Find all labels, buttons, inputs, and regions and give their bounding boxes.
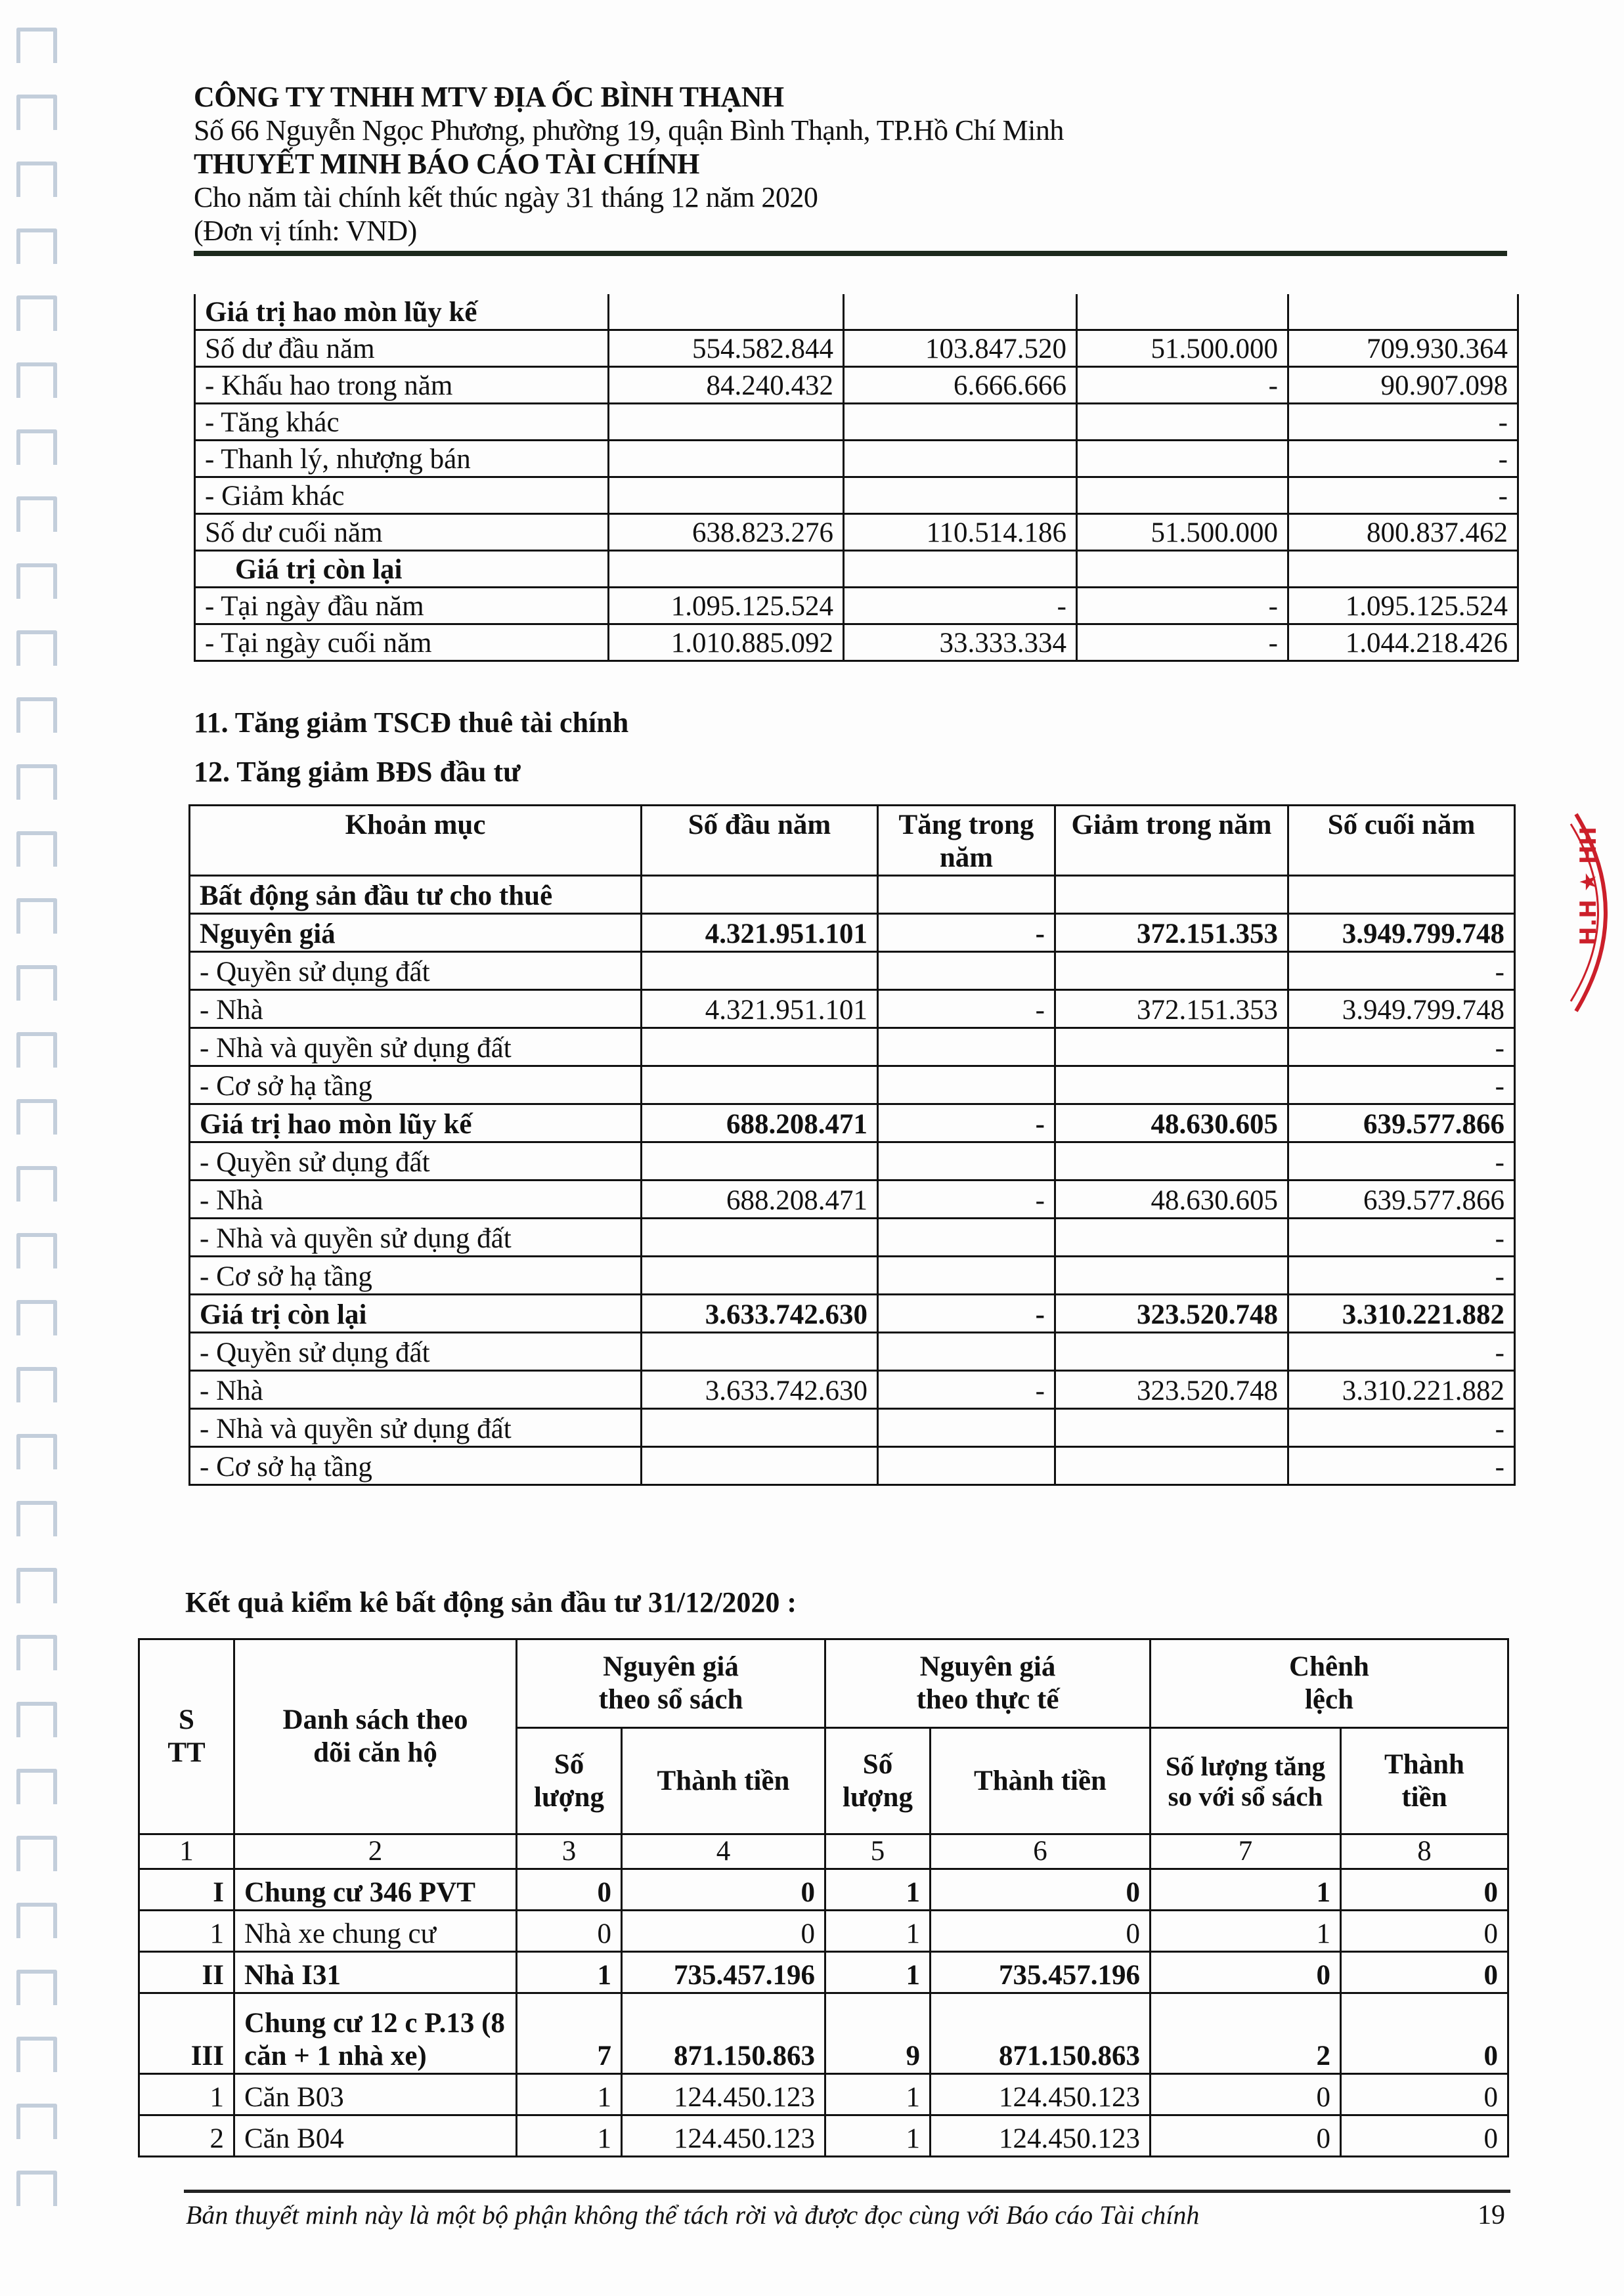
value-cell [642,1333,878,1371]
value-cell [642,1028,878,1066]
table-row [195,367,1518,404]
table-row [190,1142,1515,1180]
value-cell: 51.500.000 [1077,514,1288,551]
header-amount-diff: Thành tiền [1341,1728,1508,1834]
table-row [195,514,1518,551]
company-address: Số 66 Nguyễn Ngọc Phương, phường 19, quận Bình Thạnh, TP.Hồ Chí Minh [194,114,1064,146]
binder-hole-icon [16,1769,57,1804]
column-number: 5 [825,1834,931,1869]
value-cell: 110.514.186 [844,514,1077,551]
value-cell: 800.837.462 [1288,514,1518,551]
header-decrease: Giảm trong năm [1055,806,1288,876]
row-label: - Nhà và quyền sử dụng đất [190,1028,642,1066]
value-cell: 554.582.844 [609,330,844,367]
table-row [195,330,1518,367]
value-cell [878,1028,1055,1066]
value-cell [1055,952,1288,990]
column-number: 1 [139,1834,234,1869]
value-cell: - [1288,952,1515,990]
binder-hole-icon [16,162,57,197]
table-row [190,876,1515,914]
row-stt: 1 [139,2074,234,2115]
value-cell: - [1077,624,1288,661]
header-actual-value: Nguyên giá theo thực tế [825,1639,1151,1728]
value-cell: 51.500.000 [1077,330,1288,367]
row-label: Giá trị còn lại [195,551,609,588]
table-row [190,1295,1515,1333]
value-cell [1288,551,1518,588]
value-cell: 871.150.863 [931,1993,1151,2074]
binder-hole-icon [16,965,57,1001]
value-cell [878,1333,1055,1371]
value-cell: - [1288,1066,1515,1104]
value-cell [1055,876,1288,914]
row-label: Giá trị còn lại [190,1295,642,1333]
row-label: - Tại ngày đầu năm [195,588,609,624]
binder-hole-icon [16,1166,57,1202]
header-book-value: Nguyên giá theo sổ sách [517,1639,825,1728]
header-opening: Số đầu năm [642,806,878,876]
row-label: - Nhà và quyền sử dụng đất [190,1409,642,1447]
value-cell: 0 [1151,1952,1341,1993]
binder-hole-icon [16,2104,57,2139]
binder-hole-icon [16,563,57,599]
value-cell: 0 [517,1911,622,1952]
table-row [195,294,1518,330]
row-label: - Quyền sử dụng đất [190,1142,642,1180]
value-cell [1055,1066,1288,1104]
column-number: 3 [517,1834,622,1869]
value-cell: - [1077,588,1288,624]
table-row [139,1993,1508,2074]
value-cell: 90.907.098 [1288,367,1518,404]
value-cell [642,1447,878,1485]
section-12-heading: 12. Tăng giảm BĐS đầu tư [194,756,521,788]
binder-hole-icon [16,228,57,264]
value-cell [844,441,1077,477]
value-cell: 3.633.742.630 [642,1295,878,1333]
header-qty-diff: Số lượng tăng so với sổ sách [1151,1728,1341,1834]
value-cell [1055,1257,1288,1295]
row-name: Nhà I31 [234,1952,517,1993]
column-number: 7 [1151,1834,1341,1869]
value-cell [609,477,844,514]
row-label: Nguyên giá [190,914,642,952]
value-cell: 6.666.666 [844,367,1077,404]
table-row [190,1447,1515,1485]
row-name: Căn B04 [234,2115,517,2157]
row-label: - Nhà [190,990,642,1028]
row-label: - Giảm khác [195,477,609,514]
table-row [190,1028,1515,1066]
table-row [195,551,1518,588]
value-cell [1288,876,1515,914]
header-stt: S TT [139,1639,234,1834]
value-cell: - [1288,404,1518,441]
row-stt: 2 [139,2115,234,2157]
value-cell [1055,1219,1288,1257]
row-label: - Khấu hao trong năm [195,367,609,404]
value-cell: - [878,1104,1055,1142]
svg-text:H.H ★ HH: H.H ★ HH [1575,827,1602,945]
value-cell: - [878,990,1055,1028]
table-row [139,1869,1508,1911]
value-cell [1077,404,1288,441]
row-label: - Quyền sử dụng đất [190,1333,642,1371]
binder-hole-icon [16,697,57,733]
value-cell [1055,1447,1288,1485]
value-cell: 0 [1341,1952,1508,1993]
row-stt: II [139,1952,234,1993]
value-cell: 3.633.742.630 [642,1371,878,1409]
value-cell: 48.630.605 [1055,1104,1288,1142]
value-cell: 688.208.471 [642,1180,878,1219]
binder-hole-icon [16,1032,57,1068]
value-cell [878,952,1055,990]
value-cell [642,876,878,914]
value-cell [1055,1333,1288,1371]
value-cell [878,1409,1055,1447]
row-label: - Tại ngày cuối năm [195,624,609,661]
value-cell: 3.949.799.748 [1288,990,1515,1028]
binder-hole-icon [16,362,57,398]
row-label: - Cơ sở hạ tầng [190,1066,642,1104]
value-cell: 709.930.364 [1288,330,1518,367]
value-cell [642,1142,878,1180]
value-cell: - [1288,1447,1515,1485]
binder-hole-icon [16,1233,57,1268]
value-cell: - [1288,441,1518,477]
value-cell: 871.150.863 [622,1993,825,2074]
row-name: Chung cư 12 c P.13 (8 căn + 1 nhà xe) [234,1993,517,2074]
value-cell: 124.450.123 [931,2115,1151,2157]
footer-divider [184,2190,1510,2193]
value-cell: 0 [931,1869,1151,1911]
value-cell: 1 [1151,1911,1341,1952]
table-row [190,1180,1515,1219]
currency-unit: (Đơn vị tính: VND) [194,215,417,247]
value-cell: 1.095.125.524 [1288,588,1518,624]
reporting-period: Cho năm tài chính kết thúc ngày 31 tháng 12 năm 2020 [194,181,818,213]
table-row [190,952,1515,990]
table-row [190,914,1515,952]
binder-hole-icon [16,1501,57,1536]
value-cell: 639.577.866 [1288,1180,1515,1219]
value-cell [844,404,1077,441]
value-cell [878,1447,1055,1485]
row-label: - Quyền sử dụng đất [190,952,642,990]
header-qty-book: Số lượng [517,1728,622,1834]
company-seal-stamp-icon [1563,808,1624,1018]
value-cell: 1 [1151,1869,1341,1911]
value-cell: 372.151.353 [1055,990,1288,1028]
binder-hole-icon [16,1635,57,1670]
value-cell: - [1288,477,1518,514]
value-cell: 84.240.432 [609,367,844,404]
column-number: 4 [622,1834,825,1869]
value-cell: 124.450.123 [622,2074,825,2115]
company-header [194,80,1064,248]
value-cell: 2 [1151,1993,1341,2074]
binder-hole-icon [16,898,57,934]
value-cell: 4.321.951.101 [642,914,878,952]
value-cell: 1 [825,1952,931,1993]
value-cell: 0 [622,1911,825,1952]
value-cell: 323.520.748 [1055,1295,1288,1333]
value-cell: - [1288,1333,1515,1371]
value-cell: 1 [517,1952,622,1993]
binder-hole-icon [16,1970,57,2005]
value-cell: 9 [825,1993,931,2074]
table-row [195,441,1518,477]
header-amount-book: Thành tiền [622,1728,825,1834]
value-cell: 0 [517,1869,622,1911]
row-label: Giá trị hao mòn lũy kế [195,294,609,330]
investment-property-table [188,804,1516,1486]
value-cell: 0 [1151,2074,1341,2115]
value-cell [878,1219,1055,1257]
row-label: - Nhà [190,1371,642,1409]
value-cell: - [878,914,1055,952]
value-cell: 1 [517,2074,622,2115]
binder-hole-icon [16,1300,57,1335]
row-label: - Cơ sở hạ tầng [190,1257,642,1295]
value-cell [878,1257,1055,1295]
binder-hole-icon [16,764,57,800]
section-11-heading: 11. Tăng giảm TSCĐ thuê tài chính [194,706,629,739]
company-name: CÔNG TY TNHH MTV ĐỊA ỐC BÌNH THẠNH [194,81,784,113]
value-cell: 1.095.125.524 [609,588,844,624]
value-cell: - [1288,1409,1515,1447]
binder-hole-icon [16,28,57,63]
header-qty-actual: Số lượng [825,1728,931,1834]
value-cell: 4.321.951.101 [642,990,878,1028]
value-cell: 33.333.334 [844,624,1077,661]
row-name: Nhà xe chung cư [234,1911,517,1952]
value-cell [609,294,844,330]
value-cell: 1.044.218.426 [1288,624,1518,661]
header-closing: Số cuối năm [1288,806,1515,876]
table-header-row [190,806,1515,876]
row-label: - Thanh lý, nhượng bán [195,441,609,477]
value-cell [1077,294,1288,330]
column-number: 6 [931,1834,1151,1869]
value-cell: 735.457.196 [622,1952,825,1993]
row-label: Giá trị hao mòn lũy kế [190,1104,642,1142]
value-cell: - [1288,1142,1515,1180]
table-row [139,1952,1508,1993]
value-cell [844,294,1077,330]
header-increase: Tăng trong năm [878,806,1055,876]
binder-hole-icon [16,1568,57,1603]
table-row [190,990,1515,1028]
value-cell [1055,1028,1288,1066]
table-row [190,1409,1515,1447]
value-cell: 124.450.123 [931,2074,1151,2115]
binder-hole-icon [16,2037,57,2072]
value-cell [1055,1409,1288,1447]
value-cell: 0 [1151,2115,1341,2157]
value-cell: 0 [1341,1993,1508,2074]
value-cell: 3.949.799.748 [1288,914,1515,952]
value-cell: - [878,1180,1055,1219]
value-cell: 0 [1341,2115,1508,2157]
value-cell: 124.450.123 [622,2115,825,2157]
value-cell [642,1257,878,1295]
header-list: Danh sách theo dõi căn hộ [234,1639,517,1834]
binder-hole-icon [16,1367,57,1402]
value-cell [1077,551,1288,588]
value-cell: 103.847.520 [844,330,1077,367]
value-cell [642,1409,878,1447]
value-cell [878,876,1055,914]
value-cell: - [878,1295,1055,1333]
value-cell: 48.630.605 [1055,1180,1288,1219]
binder-hole-icon [16,295,57,331]
row-label: - Nhà và quyền sử dụng đất [190,1219,642,1257]
table-row [195,624,1518,661]
value-cell: 638.823.276 [609,514,844,551]
value-cell: - [844,588,1077,624]
header-item: Khoản mục [190,806,642,876]
value-cell [609,404,844,441]
inventory-table [138,1638,1509,2157]
value-cell [1055,1142,1288,1180]
table-row [195,477,1518,514]
binder-hole-icon [16,1702,57,1737]
value-cell [609,551,844,588]
fixed-assets-table [194,294,1519,662]
table-row [190,1104,1515,1142]
row-label: - Cơ sở hạ tầng [190,1447,642,1485]
row-stt: III [139,1993,234,2074]
value-cell [642,1219,878,1257]
binder-hole-icon [16,630,57,666]
value-cell: 0 [1341,1911,1508,1952]
binder-hole-icon [16,1903,57,1938]
document-title: THUYẾT MINH BÁO CÁO TÀI CHÍNH [194,148,699,180]
value-cell: 735.457.196 [931,1952,1151,1993]
binder-hole-icon [16,1099,57,1135]
value-cell: 1 [825,1911,931,1952]
binder-hole-icon [16,1434,57,1469]
table-row [190,1066,1515,1104]
value-cell: 1.010.885.092 [609,624,844,661]
table-row [195,404,1518,441]
table-row [190,1219,1515,1257]
binder-hole-icon [16,1836,57,1871]
value-cell [844,551,1077,588]
value-cell: 0 [1341,1869,1508,1911]
header-amount-actual: Thành tiền [931,1728,1151,1834]
value-cell: 688.208.471 [642,1104,878,1142]
value-cell [1288,294,1518,330]
value-cell [642,952,878,990]
value-cell: 1 [825,2074,931,2115]
value-cell [878,1142,1055,1180]
value-cell [1077,477,1288,514]
value-cell: 0 [931,1911,1151,1952]
footer-note: Bản thuyết minh này là một bộ phận không thể tách rời và được đọc cùng với Báo cáo Tài chính [186,2200,1200,2230]
value-cell: 3.310.221.882 [1288,1295,1515,1333]
value-cell: - [1288,1028,1515,1066]
value-cell [642,1066,878,1104]
value-cell: 7 [517,1993,622,2074]
table-row [139,2074,1508,2115]
value-cell: 1 [825,1869,931,1911]
row-label: - Tăng khác [195,404,609,441]
header-divider [194,251,1507,256]
value-cell: 0 [622,1869,825,1911]
table-row [139,2115,1508,2157]
column-number-row [139,1834,1508,1869]
value-cell: - [1077,367,1288,404]
value-cell: - [1288,1219,1515,1257]
binder-hole-icon [16,496,57,532]
header-difference: Chênh lệch [1151,1639,1508,1728]
table-row [190,1333,1515,1371]
table-row [195,588,1518,624]
row-label: Số dư đầu năm [195,330,609,367]
value-cell [1077,441,1288,477]
value-cell [844,477,1077,514]
value-cell [878,1066,1055,1104]
row-label: Số dư cuối năm [195,514,609,551]
row-label: - Nhà [190,1180,642,1219]
table-row [190,1257,1515,1295]
row-name: Căn B03 [234,2074,517,2115]
value-cell: 639.577.866 [1288,1104,1515,1142]
row-stt: I [139,1869,234,1911]
binder-hole-icon [16,429,57,465]
table-row [139,1911,1508,1952]
value-cell: 3.310.221.882 [1288,1371,1515,1409]
value-cell [609,441,844,477]
binder-hole-icon [16,831,57,867]
value-cell: 1 [825,2115,931,2157]
row-name: Chung cư 346 PVT [234,1869,517,1911]
column-number: 8 [1341,1834,1508,1869]
binder-hole-icon [16,2171,57,2206]
row-stt: 1 [139,1911,234,1952]
value-cell: 323.520.748 [1055,1371,1288,1409]
value-cell: 1 [517,2115,622,2157]
row-label: Bất động sản đầu tư cho thuê [190,876,642,914]
value-cell: - [1288,1257,1515,1295]
page-number: 19 [1478,2200,1505,2230]
value-cell: 0 [1341,2074,1508,2115]
inventory-title: Kết quả kiểm kê bất động sản đầu tư 31/12/2020 : [185,1586,797,1618]
value-cell: 372.151.353 [1055,914,1288,952]
value-cell: - [878,1371,1055,1409]
column-number: 2 [234,1834,517,1869]
binder-hole-icon [16,95,57,130]
table-row [190,1371,1515,1409]
